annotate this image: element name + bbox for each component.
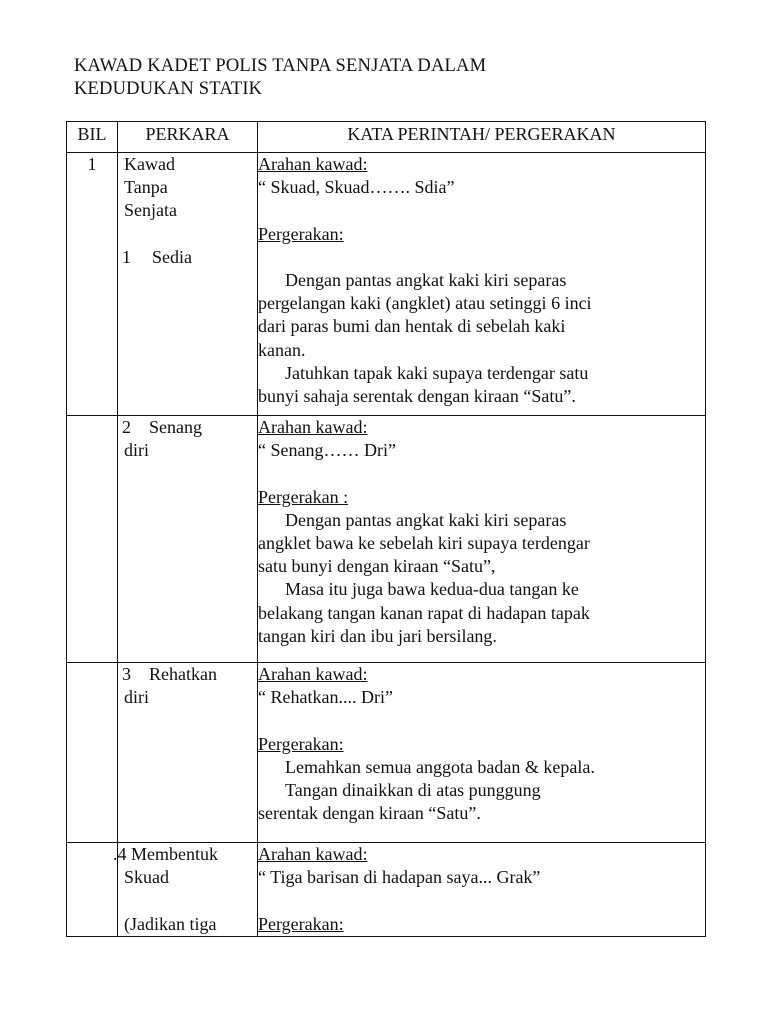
arahan-label: Arahan kawad: <box>258 417 368 437</box>
pergerakan-label: Pergerakan: <box>258 223 344 244</box>
row-bil <box>67 416 118 663</box>
pergerakan-label: Pergerakan: <box>258 913 344 934</box>
title-line-2: KEDUDUKAN STATIK <box>74 79 263 99</box>
row-bil <box>67 663 118 843</box>
header-kata-perintah: KATA PERINTAH/ PERGERAKAN <box>258 122 706 153</box>
perkara-line: Senjata <box>124 200 177 221</box>
arahan-label: Arahan kawad: <box>258 664 368 684</box>
pergerakan-label: Pergerakan : <box>258 486 349 507</box>
perkara-line: .4 Membentuk <box>113 844 218 864</box>
row-bil: 1 <box>67 153 118 416</box>
pergerakan-line: Lemahkan semua anggota badan & kepala. <box>285 756 595 777</box>
arahan-text: “ Tiga barisan di hadapan saya... Grak” <box>258 867 541 888</box>
arahan-text: “ Senang…… Dri” <box>258 440 396 461</box>
header-bil: BIL <box>67 122 118 153</box>
pergerakan-line: dari paras bumi dan hentak di sebelah kaki <box>258 316 566 337</box>
pergerakan-line: Tangan dinaikkan di atas punggung <box>285 780 541 800</box>
row-perkara <box>118 153 258 416</box>
pergerakan-line: pergelangan kaki (angklet) atau setinggi 6 inci <box>258 293 592 314</box>
row-bil <box>67 843 118 937</box>
perkara-line: 2 Senang <box>122 417 202 437</box>
perkara-line: Tanpa <box>124 177 168 198</box>
pergerakan-label: Pergerakan: <box>258 733 344 754</box>
kawad-table <box>66 121 706 937</box>
table-row <box>67 416 706 663</box>
arahan-label: Arahan kawad: <box>258 154 368 174</box>
row-kata-perintah <box>258 416 706 663</box>
row-kata-perintah <box>258 153 706 416</box>
perkara-line: diri <box>124 687 149 708</box>
row-perkara <box>113 843 258 937</box>
table-header-row <box>67 122 706 153</box>
pergerakan-line: Jatuhkan tapak kaki supaya terdengar satu <box>285 362 589 383</box>
pergerakan-line: belakang tangan kanan rapat di hadapan tapak <box>258 602 590 623</box>
pergerakan-line: Dengan pantas angkat kaki kiri separas <box>285 269 567 290</box>
title-line-1: KAWAD KADET POLIS TANPA SENJATA DALAM <box>74 56 487 76</box>
pergerakan-line: kanan. <box>258 339 306 360</box>
pergerakan-line: Dengan pantas angkat kaki kiri separas <box>285 509 567 530</box>
perkara-line: Skuad <box>124 867 169 888</box>
perkara-line: 3 Rehatkan <box>122 664 217 684</box>
pergerakan-line: serentak dengan kiraan “Satu”. <box>258 803 481 824</box>
row-perkara <box>118 416 258 663</box>
sub-item-label: Sedia <box>152 246 192 267</box>
header-perkara: PERKARA <box>118 122 258 153</box>
arahan-text: “ Rehatkan.... Dri” <box>258 687 393 708</box>
perkara-line: (Jadikan tiga <box>124 913 217 934</box>
sub-item-number: 1 <box>122 246 131 267</box>
pergerakan-line: satu bunyi dengan kiraan “Satu”, <box>258 556 496 577</box>
row-kata-perintah <box>258 843 706 937</box>
document-title <box>74 55 714 101</box>
pergerakan-line: Masa itu juga bawa kedua-dua tangan ke <box>285 579 579 600</box>
pergerakan-line: tangan kiri dan ibu jari bersilang. <box>258 625 497 646</box>
arahan-text: “ Skuad, Skuad……. Sdia” <box>258 177 455 198</box>
perkara-sub-item <box>118 246 257 269</box>
perkara-line: Kawad <box>124 154 175 174</box>
table-row <box>67 153 706 416</box>
perkara-line: diri <box>124 440 149 461</box>
row-kata-perintah <box>258 663 706 843</box>
row-perkara <box>118 663 258 843</box>
pergerakan-line: bunyi sahaja serentak dengan kiraan “Satu”. <box>258 386 576 406</box>
arahan-label: Arahan kawad: <box>258 844 368 864</box>
table-row <box>67 843 706 937</box>
pergerakan-line: angklet bawa ke sebelah kiri supaya terdengar <box>258 533 590 553</box>
table-row <box>67 663 706 843</box>
